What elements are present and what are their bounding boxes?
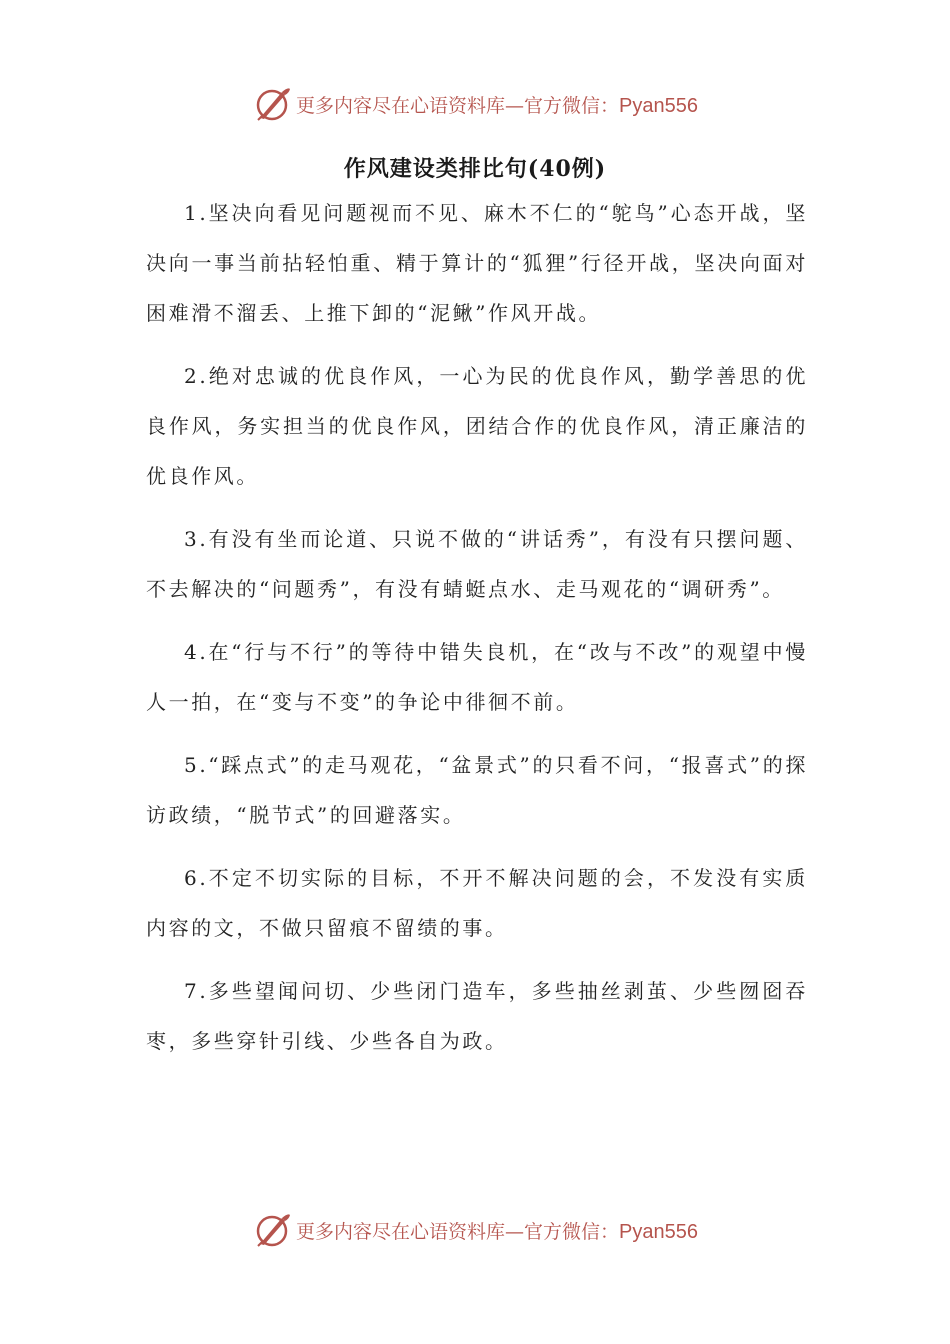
- footer-banner: [0, 1208, 950, 1252]
- list-item: 1.坚决向看见问题视而不见、麻木不仁的“鸵鸟”心态开战，坚决向一事当前拈轻怕重、精于算计的“狐狸”行径开战，坚决向面对困难滑不溜丢、上推下卸的“泥鳅”作风开战。: [146, 201, 808, 325]
- banner-main-text: 更多内容尽在心语资料库—官方微信：: [296, 1220, 620, 1243]
- list-item: 5.“踩点式”的走马观花，“盆景式”的只看不问，“报喜式”的探访政绩，“脱节式”的回避落实。: [146, 753, 808, 827]
- header-banner: [0, 82, 950, 126]
- banner-wechat-handle: Pyan556: [619, 94, 698, 117]
- list-item: 7.多些望闻问切、少些闭门造车，多些抽丝剥茧、少些囫囵吞枣，多些穿针引线、少些各自为政。: [146, 979, 808, 1053]
- banner-text: [296, 91, 698, 118]
- banner-wechat-handle: Pyan556: [619, 1220, 698, 1243]
- sentence-list: [146, 188, 808, 1079]
- quill-pen-logo-icon: [252, 84, 292, 124]
- document-title: 作风建设类排比句(40例): [343, 156, 607, 182]
- quill-pen-logo-icon: [252, 1210, 292, 1250]
- list-item: 3.有没有坐而论道、只说不做的“讲话秀”，有没有只摆问题、不去解决的“问题秀”，有没有蜻蜓点水、走马观花的“调研秀”。: [146, 527, 808, 601]
- banner-text: [296, 1217, 698, 1244]
- list-item: 2.绝对忠诚的优良作风，一心为民的优良作风，勤学善思的优良作风，务实担当的优良作风，团结合作的优良作风，清正廉洁的优良作风。: [146, 364, 808, 488]
- list-item: 4.在“行与不行”的等待中错失良机，在“改与不改”的观望中慢人一拍，在“变与不变”的争论中徘徊不前。: [146, 640, 808, 714]
- list-item: 6.不定不切实际的目标，不开不解决问题的会，不发没有实质内容的文，不做只留痕不留绩的事。: [146, 866, 808, 940]
- banner-main-text: 更多内容尽在心语资料库—官方微信：: [296, 94, 620, 117]
